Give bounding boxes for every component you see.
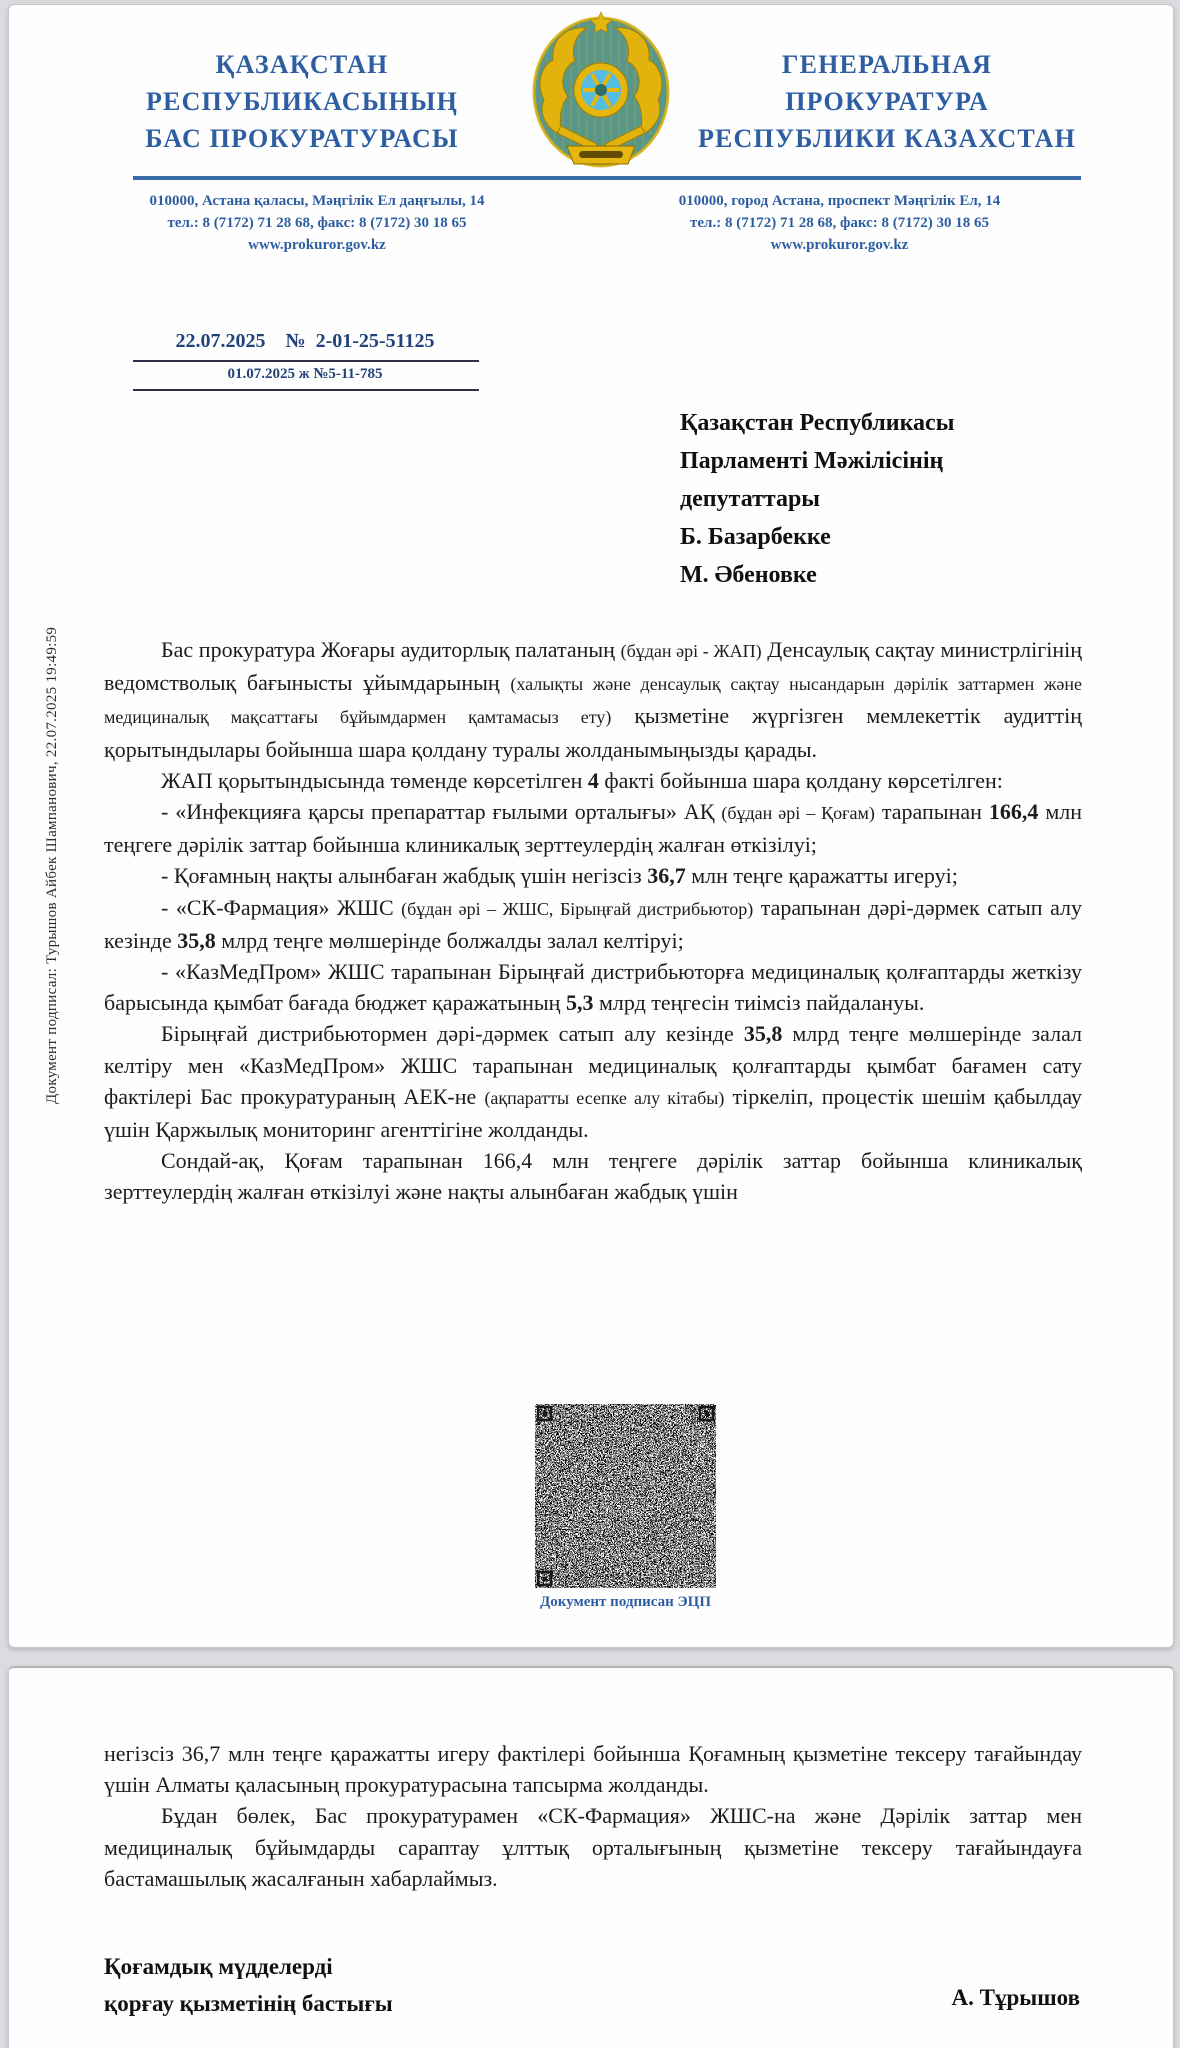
kazakhstan-coat-of-arms-icon	[523, 8, 679, 170]
body-paragraph: - «КазМедПром» ЖШС тарапынан Бірыңғай дистрибьюторға медициналық қолғаптарды жеткізу барысында қымбат бағада бюджет қаражатының 5,3 млрд теңгесін тиімсіз пайдалануы.	[104, 959, 1082, 1016]
recipient-line: М. Әбеновке	[680, 562, 817, 588]
recipient-line: депутаттары	[680, 486, 821, 512]
esign-signer-strip: Документ подписал: Турышов Айбек Шампанович, 22.07.2025 19:49:59	[44, 626, 60, 1104]
signature-position-line: қорғау қызметінің бастығы	[104, 1991, 393, 2016]
signature-name: А. Тұрышов	[951, 1985, 1080, 2010]
body-page2	[104, 1738, 1082, 1894]
recipient-line: Парламенті Мәжілісінің	[680, 448, 944, 474]
incoming-number: 01.07.2025 ж №5-11-785	[227, 366, 383, 382]
reference-underline	[133, 389, 479, 391]
body-paragraph: - «Инфекцияға қарсы препараттар ғылыми орталығы» АҚ (бұдан әрі – Қоғам) тарапынан 166,4 млн теңгеге дәрілік заттар бойынша клиникалық зерттеулердің жалған өткізілуі;	[104, 799, 1082, 858]
org-name-ru-line: ГЕНЕРАЛЬНАЯ	[781, 50, 993, 79]
recipient-line: Б. Базарбекке	[680, 524, 831, 550]
org-name-kk-line: РЕСПУБЛИКАСЫНЫҢ	[145, 87, 459, 116]
org-name-ru-line: РЕСПУБЛИКИ КАЗАХСТАН	[697, 124, 1077, 153]
signature-position	[104, 1948, 564, 2022]
org-name-kk-line: ҚАЗАҚСТАН	[215, 50, 389, 79]
body-paragraph: Бұдан бөлек, Бас прокуратурамен «СК-Фармация» ЖШС-на және Дәрілік заттар мен медициналық бұйымдарды сараптау ұлттық орталығының қызметіне тексеру тағайындауға бастамашылық жасалғанын хабарлаймыз.	[104, 1803, 1082, 1891]
body-paragraph: Бас прокуратура Жоғары аудиторлық палатаның (бұдан әрі - ЖАП) Денсаулық сақтау министрлігінің ведомстволық бағынысты ұйымдарының (халықты және денсаулық сақтау нысандарын дәрілік заттармен және медициналық мақсаттағы бұйымдармен қамтамасыз ету) қызметіне жүргізген мемлекеттік аудиттің қорытындылары бойынша шара қолдану туралы жолданымыңызды қарады.	[104, 637, 1082, 762]
address-ru-line: 010000, город Астана, проспект Мәңгілік Ел, 14	[678, 193, 1001, 209]
body-paragraph: Сондай-ақ, Қоғам тарапынан 166,4 млн теңгеге дәрілік заттар бойынша клиникалық зерттеулердің жалған өткізілуі және нақты алынбаған жабдық үшін	[104, 1148, 1082, 1205]
org-name-kk-line: БАС ПРОКУРАТУРАСЫ	[145, 124, 459, 153]
address-kk	[138, 190, 496, 256]
address-kk-line: 010000, Астана қаласы, Мәңгілік Ел даңғылы, 14	[149, 193, 485, 209]
esign-caption: Документ подписан ЭЦП	[539, 1594, 711, 1610]
recipient-block	[680, 404, 1100, 594]
org-name-ru	[686, 46, 1088, 157]
body-paragraph: ЖАП қорытындысында төменде көрсетілген 4 факті бойынша шара қолдану көрсетілген:	[161, 767, 1003, 793]
coat-of-arms-emblem	[523, 8, 679, 170]
outgoing-number: 22.07.2025 № 2-01-25-51125	[175, 330, 435, 352]
body-paragraph: негізсіз 36,7 млн теңге қаражатты игеру фактілері бойынша Қоғамның қызметіне тексеру тағайындау үшін Алматы қаласының прокуратурасына тапсырма жолданды.	[104, 1741, 1082, 1798]
body-paragraph: - «СК-Фармация» ЖШС (бұдан әрі – ЖШС, Бірыңғай дистрибьютор) тарапынан дәрі-дәрмек сатып алу кезінде 35,8 млрд теңге мөлшерінде болжалды залал келтіруі;	[104, 894, 1083, 953]
reference-underline	[133, 360, 479, 362]
header-divider	[133, 176, 1081, 180]
website-url: www.prokuror.gov.kz	[770, 237, 909, 253]
address-ru	[652, 190, 1027, 256]
body-paragraph: Бірыңғай дистрибьютормен дәрі-дәрмек сатып алу кезінде 35,8 млрд теңге мөлшерінде залал келтіру мен «КазМедПром» ЖШС тарапынан медициналық қолғаптарды қымбат бағамен сату фактілері Бас прокуратураның АЕК-не (ақпаратты есепке алу кітабы) тіркеліп, процестік шешім қабылдау үшін Қаржылық мониторинг агенттігіне жолданды.	[104, 1021, 1083, 1143]
body-paragraph: - Қоғамның нақты алынбаған жабдық үшін негізсіз 36,7 млн теңге қаражатты игеруі;	[161, 863, 958, 889]
address-ru-line: тел.: 8 (7172) 71 28 68, факс: 8 (7172) 30 18 65	[690, 215, 989, 231]
recipient-line: Қазақстан Республикасы	[680, 410, 955, 436]
org-name-ru-line: ПРОКУРАТУРА	[785, 87, 989, 116]
qr-noise-icon	[535, 1404, 716, 1588]
esign-qr-code	[535, 1404, 716, 1588]
website-url: www.prokuror.gov.kz	[248, 237, 386, 253]
signature-position-line: Қоғамдық мүдделерді	[104, 1954, 333, 1979]
body-page1	[104, 634, 1082, 1208]
address-kk-line: тел.: 8 (7172) 71 28 68, факс: 8 (7172) 30 18 65	[167, 215, 467, 231]
org-name-kk	[118, 46, 486, 157]
